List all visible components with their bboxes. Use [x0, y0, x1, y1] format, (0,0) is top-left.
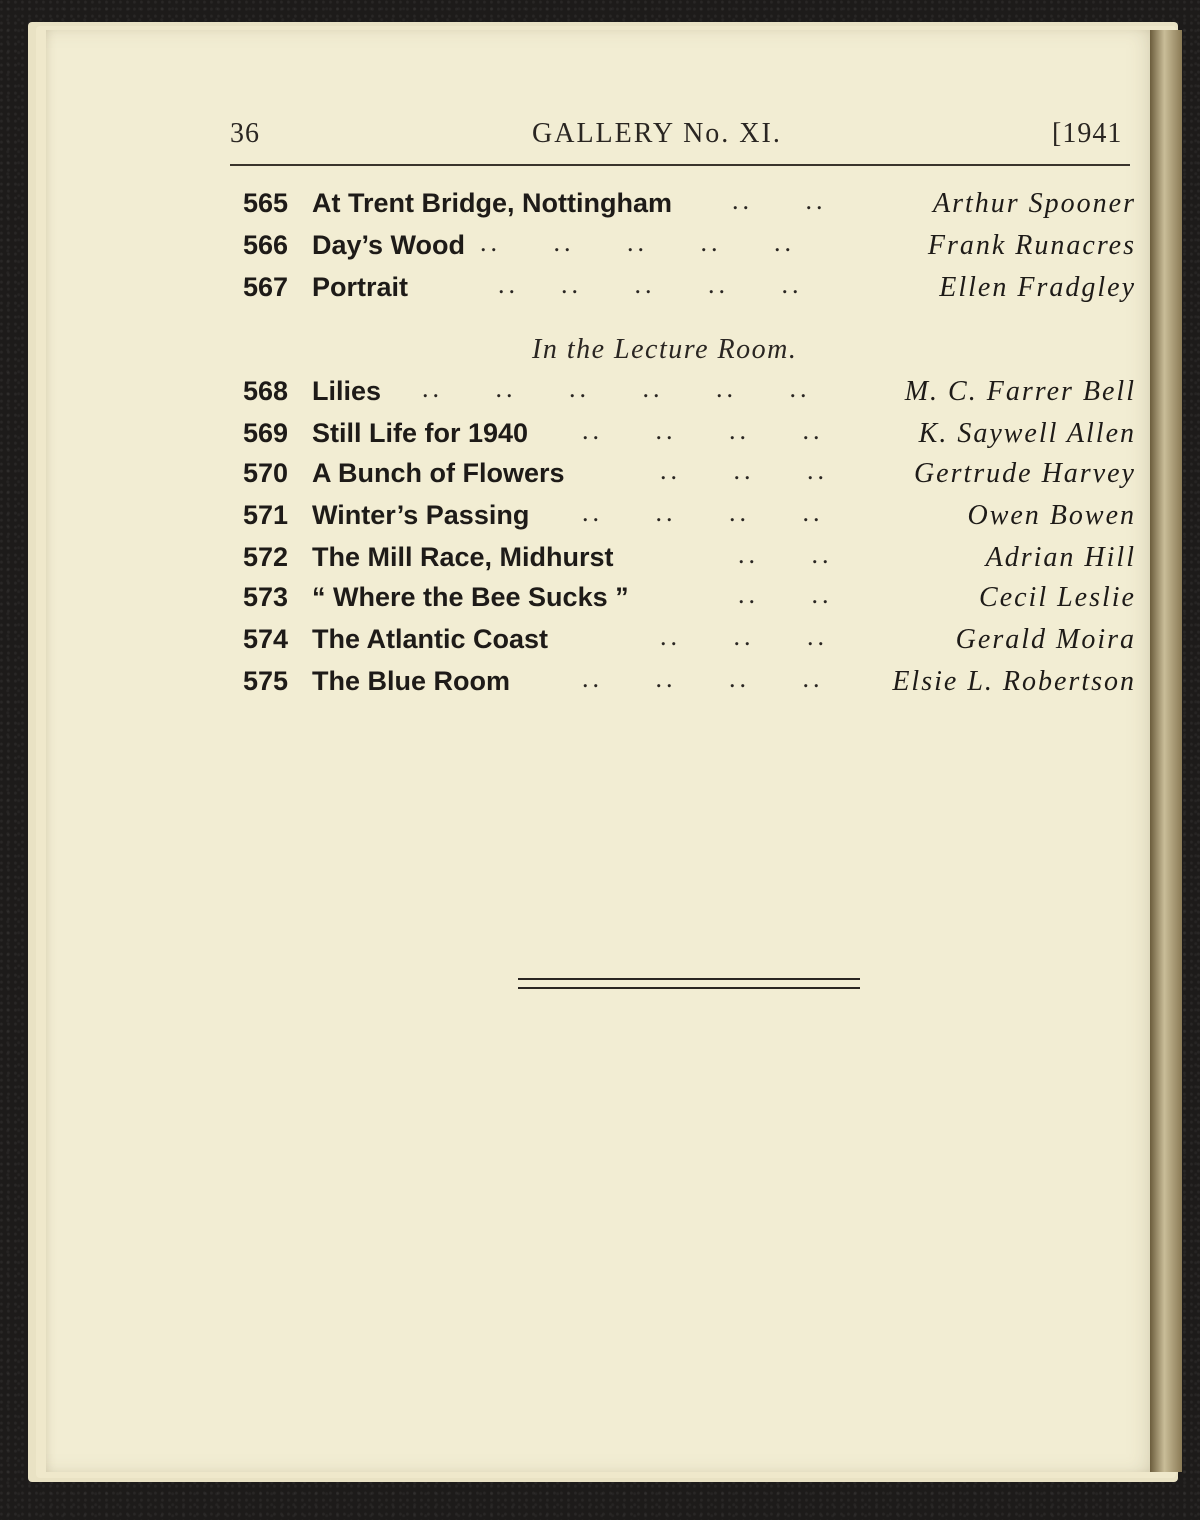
leader-dots: .. .. [738, 580, 833, 609]
leader-dots: .. .. .. .. .. [480, 228, 795, 257]
entry-artist: Arthur Spooner [933, 188, 1136, 219]
entry-artist: Gertrude Harvey [913, 458, 1136, 489]
entry-number: 567 [242, 272, 288, 302]
book-gutter [1150, 30, 1182, 1472]
entry-artist: Adrian Hill [985, 542, 1136, 573]
entry-artist: M. C. Farrer Bell [904, 376, 1136, 407]
catalogue-entry [230, 186, 1136, 226]
entry-artist: Frank Runacres [927, 230, 1136, 261]
entry-title: The Blue Room [312, 666, 511, 696]
catalogue-entry [230, 270, 1136, 310]
entry-artist: Cecil Leslie [979, 582, 1136, 613]
header-rule [230, 164, 1130, 166]
entry-title: Winter’s Passing [312, 500, 530, 530]
entry-title: The Mill Race, Midhurst [312, 542, 614, 572]
entry-artist: Gerald Moira [955, 624, 1136, 655]
catalogue-entry [230, 228, 1136, 268]
end-rule [518, 978, 860, 989]
entry-number: 571 [242, 500, 288, 530]
leader-dots: .. .. .. [660, 456, 828, 485]
entry-number: 565 [242, 188, 288, 218]
catalogue-entry [230, 498, 1136, 538]
entry-artist: Ellen Fradgley [939, 272, 1136, 303]
entry-number: 569 [242, 418, 288, 448]
catalogue-entry [230, 664, 1136, 704]
entry-number: 572 [242, 542, 288, 572]
entry-number: 570 [242, 458, 288, 488]
entry-title: “ Where the Bee Sucks ” [312, 582, 629, 612]
running-year: [1941 [1052, 118, 1123, 149]
section-heading: In the Lecture Room. [532, 334, 798, 365]
leader-dots: .. .. .. [660, 622, 828, 651]
leader-dots: .. .. .. .. [582, 664, 824, 693]
entry-title: The Atlantic Coast [312, 624, 549, 654]
entry-number: 573 [242, 582, 288, 612]
entry-number: 566 [242, 230, 288, 260]
entry-title: Portrait [312, 272, 409, 302]
catalogue-entry [230, 456, 1136, 496]
leader-dots: .. .. [738, 540, 833, 569]
entry-title: Day’s Wood [312, 230, 466, 260]
entry-number: 574 [242, 624, 288, 654]
leader-dots: .. .. .. .. .. [498, 270, 803, 299]
entry-title: A Bunch of Flowers [312, 458, 565, 488]
catalogue-entry [230, 580, 1136, 620]
catalogue-entry [230, 374, 1136, 414]
entry-artist: Owen Bowen [967, 500, 1136, 531]
leader-dots: .. .. .. .. [582, 498, 824, 527]
page-number: 36 [230, 118, 260, 149]
running-title: GALLERY No. XI. [532, 118, 782, 149]
entry-number: 568 [242, 376, 288, 406]
entry-number: 575 [242, 666, 288, 696]
entry-title: Still Life for 1940 [312, 418, 529, 448]
leader-dots: .. .. .. .. [582, 416, 824, 445]
catalogue-entry [230, 622, 1136, 662]
entry-artist: K. Saywell Allen [918, 418, 1136, 449]
catalogue-entry [230, 416, 1136, 456]
leader-dots: .. .. [732, 186, 827, 215]
catalogue-entry [230, 540, 1136, 580]
leader-dots: .. .. .. .. .. .. [422, 374, 811, 403]
entry-title: Lilies [312, 376, 382, 406]
entry-artist: Elsie L. Robertson [892, 666, 1136, 697]
entry-title: At Trent Bridge, Nottingham [312, 188, 672, 218]
